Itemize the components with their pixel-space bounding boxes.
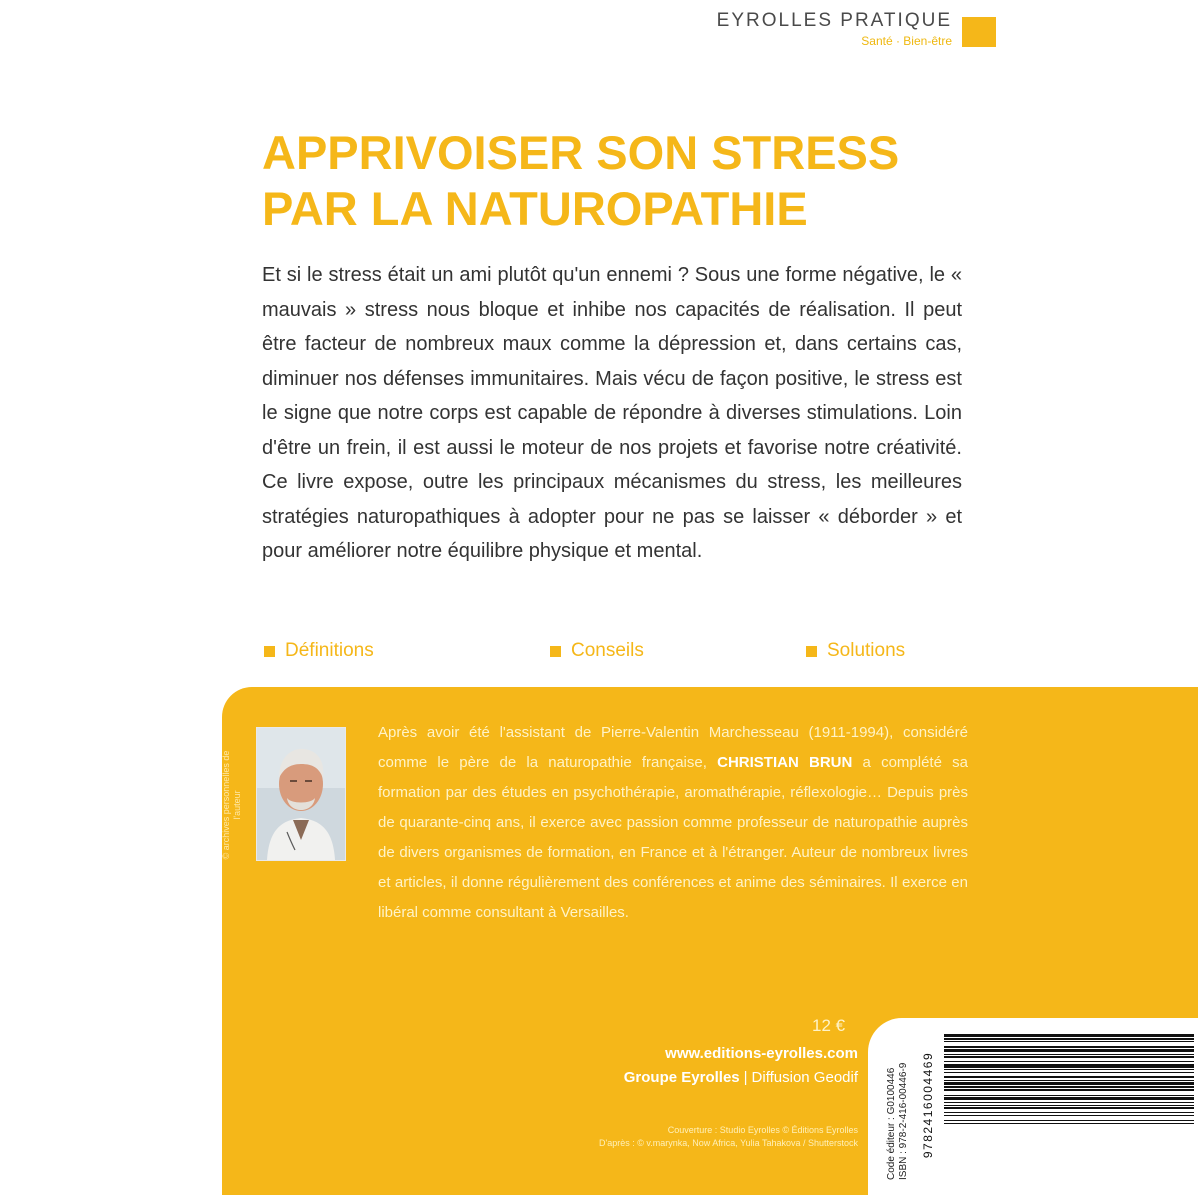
keyword-solutions bbox=[806, 640, 905, 662]
separator: | bbox=[743, 1069, 748, 1086]
bullet-square-icon bbox=[264, 646, 275, 657]
bullet-square-icon bbox=[550, 646, 561, 657]
collection-logo-square bbox=[962, 17, 996, 47]
author-bio bbox=[378, 718, 968, 928]
price: 12 € bbox=[812, 1016, 846, 1035]
isbn: ISBN : 978-2-416-00446-9 bbox=[898, 1062, 909, 1180]
book-title-line-1: APPRIVOISER SON STRESS bbox=[262, 126, 900, 179]
barcode-icon bbox=[944, 1030, 1194, 1180]
keyword-definitions bbox=[264, 640, 374, 662]
intro-text: Et si le stress était un ami plutôt qu'un ennemi ? Sous une forme négative, le « mauvais » stress nous bloque et inhibe nos capacités de réalisation. Il peut être facteur de nombreux maux comme la dépression et, dans certains cas, diminuer nos défenses immunitaires. Mais vécu de façon positive, le stress est le signe que notre corps est capable de répondre à diverses stimulations. Loin d'être un frein, il est aussi le moteur de nos projets et favorise notre créativité. Ce livre expose, outre les principaux mécanismes du stress, les meilleures stratégies naturopathiques à adopter pour ne pas se laisser « déborder » et pour améliorer notre équilibre physique et mental. bbox=[262, 264, 962, 562]
author-photo bbox=[256, 727, 346, 861]
distribution-label: Diffusion Geodif bbox=[751, 1069, 858, 1086]
ean-number: 9782416004469 bbox=[921, 1051, 935, 1159]
publisher-website[interactable]: www.editions-eyrolles.com bbox=[665, 1045, 858, 1062]
keyword-label: Conseils bbox=[571, 640, 644, 661]
book-title bbox=[262, 125, 899, 237]
cover-credits bbox=[599, 1124, 858, 1150]
barcode-codes bbox=[886, 1030, 948, 1180]
editor-code: Code éditeur : G0100446 bbox=[886, 1067, 897, 1180]
keyword-row bbox=[0, 640, 1198, 670]
publisher-group: Groupe Eyrolles bbox=[623, 1069, 740, 1086]
cover-credit-line: D'après : © v.marynka, Now Africa, Yulia Tahakova / Shutterstock bbox=[599, 1138, 858, 1148]
bio-intro: Après avoir été l'assistant de Pierre-Valentin Marchesseau (1911-1994), considéré comme le père de la naturopathie française, bbox=[378, 724, 968, 771]
keyword-label: Définitions bbox=[285, 640, 374, 661]
keyword-label: Solutions bbox=[827, 640, 906, 661]
cover-credit-line: Couverture : Studio Eyrolles © Éditions Eyrolles bbox=[667, 1125, 858, 1135]
bio-rest: a complété sa formation par des études en psychothérapie, aromathérapie, réflexologie… Depuis près de quarante-cinq ans, il exerce avec passion comme professeur de naturopathie auprès de divers organismes de formation, en France et à l'étranger. Auteur de nombreux livres et articles, il donne régulièrement des conférences et anime des séminaires. Il exerce en libéral comme consultant à Versailles. bbox=[378, 754, 968, 921]
author-portrait-image bbox=[257, 728, 345, 860]
bullet-square-icon bbox=[806, 646, 817, 657]
collection-category: Santé · Bien-être bbox=[861, 34, 952, 48]
keyword-conseils bbox=[550, 640, 644, 662]
book-title-line-2: PAR LA NATUROPATHIE bbox=[262, 182, 808, 235]
photo-credit: © archives personnelles de l'auteur bbox=[221, 750, 242, 860]
collection-name: EYROLLES PRATIQUE bbox=[716, 10, 952, 31]
author-name: CHRISTIAN BRUN bbox=[717, 754, 853, 771]
publisher-line bbox=[624, 1069, 858, 1086]
collection-header bbox=[717, 10, 952, 48]
